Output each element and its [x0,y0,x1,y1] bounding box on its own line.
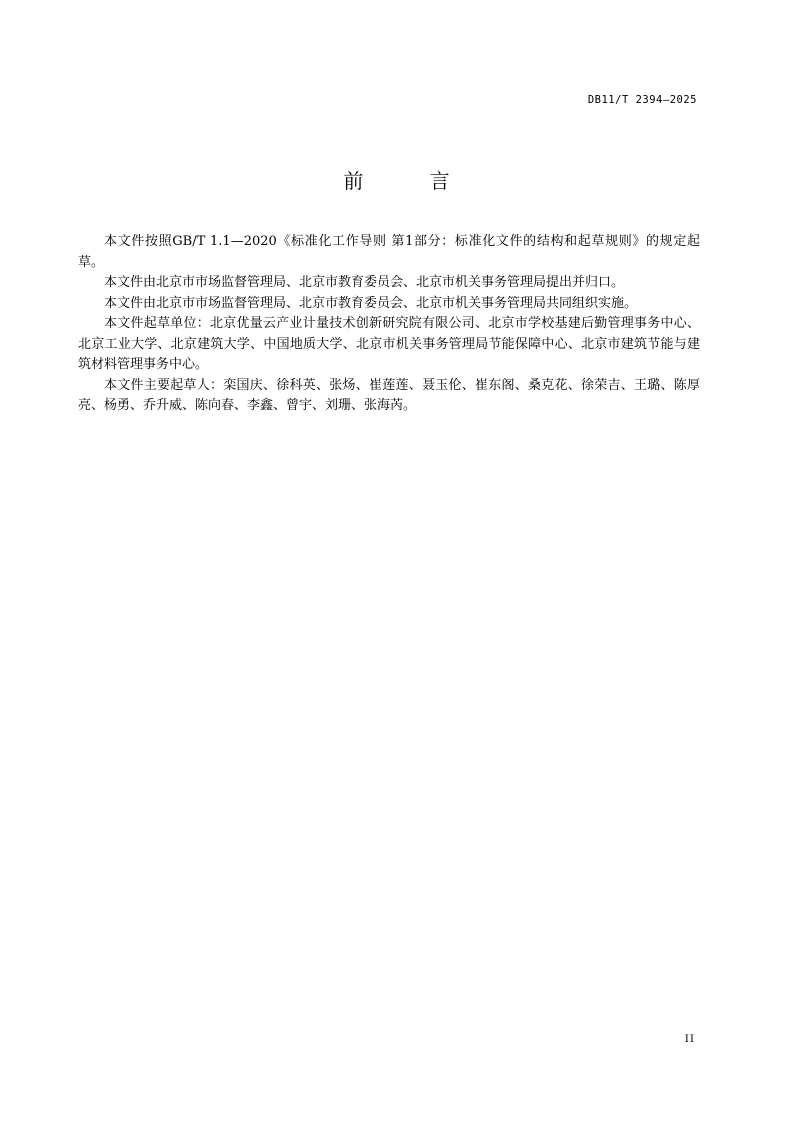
foreword-body [78,232,700,417]
section-title: 前 言 [343,169,480,193]
paragraph-drafting-rules: 本文件按照GB/T 1.1—2020《标准化工作导则 第1部分：标准化文件的结构和起草规则》的规定起草。 [78,234,700,270]
paragraph-drafters: 本文件主要起草人：栾国庆、徐科英、张炀、崔莲莲、聂玉伦、崔东阁、桑克花、徐荣吉、王璐、陈厚亮、杨勇、乔升威、陈向春、李鑫、曾宇、刘珊、张海芮。 [78,377,700,413]
document-code: DB11/T 2394—2025 [587,94,697,106]
paragraph-proposer: 本文件由北京市市场监督管理局、北京市教育委员会、北京市机关事务管理局提出并归口。 [104,275,625,290]
page-number: II [684,1033,695,1045]
paragraph-implementation: 本文件由北京市市场监督管理局、北京市教育委员会、北京市机关事务管理局共同组织实施。 [104,295,638,311]
paragraph-drafting-units: 本文件起草单位：北京优量云产业计量技术创新研究院有限公司、北京市学校基建后勤管理事务中心、北京工业大学、北京建筑大学、中国地质大学、北京市机关事务管理局节能保障中心、北京市建筑节能与建筑材料管理事务中心。 [78,316,700,372]
